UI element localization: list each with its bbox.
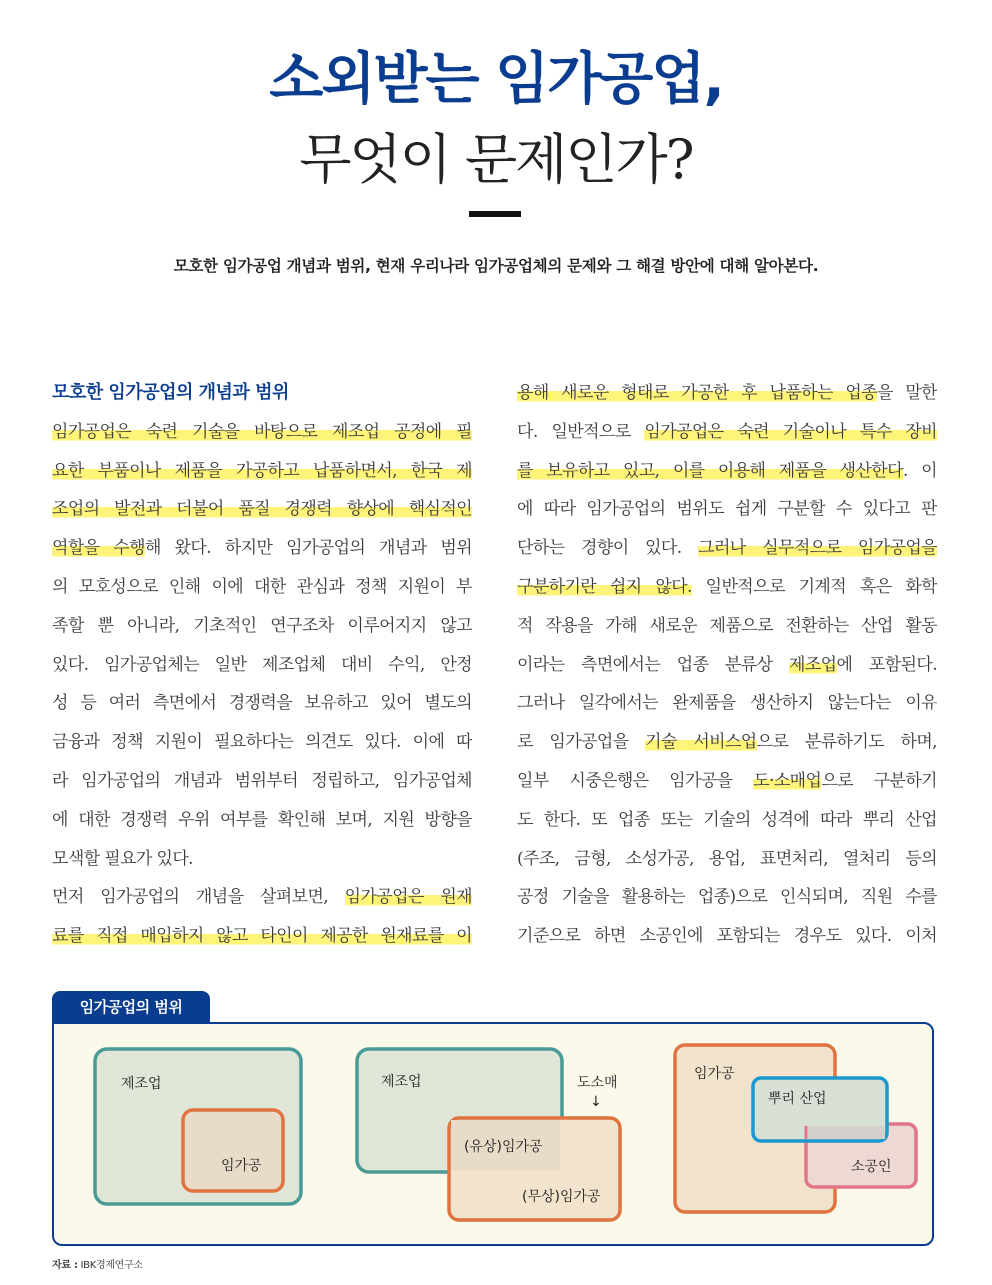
body-text: 기준으로 하면 소공인에 포함되는 경우도 있다. 이처 [517, 926, 937, 947]
scope-diagram [54, 1024, 936, 1248]
body-text: 있다. 임가공업체는 일반 제조업체 대비 수익, 안정 [52, 654, 472, 675]
text-line [517, 490, 937, 529]
text-line [52, 452, 472, 491]
figure-panel [52, 1022, 934, 1246]
left-body-text [52, 413, 472, 956]
body-text: 라 임가공업의 개념과 범위부터 정립하고, 임가공업체 [52, 770, 472, 791]
text-line [517, 413, 937, 452]
text-line [52, 529, 472, 568]
highlighted-text: 를 보유하고 있고, 이를 이용해 제품을 생산한다 [517, 460, 903, 481]
highlighted-text: 임가공업은 숙련 기술이나 특수 장비 [644, 421, 937, 442]
body-text: 로 임가공업을 [517, 732, 646, 753]
body-text: 단하는 경향이 있다. [517, 538, 699, 559]
right-text-column [517, 374, 937, 956]
highlighted-text: 임가공업은 숙련 기술을 바탕으로 제조업 공정에 필 [52, 421, 472, 442]
retail-arrow: ↓ [590, 1094, 602, 1110]
root-small-overlap [808, 1126, 885, 1139]
highlighted-text: 역할을 수행 [52, 538, 145, 559]
highlighted-text: 제조업 [789, 654, 837, 675]
text-line [52, 878, 472, 917]
manufacturing-label-1: 제조업 [121, 1076, 162, 1092]
body-text: 에 따라 임가공업의 범위도 쉽게 구분할 수 있다고 판 [517, 499, 937, 520]
highlighted-text: 도·소매업 [753, 770, 822, 791]
body-text: 금융과 정책 지원이 필요하다는 의견도 있다. 이에 따 [52, 732, 472, 753]
text-line [517, 607, 937, 646]
figure-source [52, 1256, 143, 1271]
page-subtitle: 모호한 임가공업 개념과 범위, 현재 우리나라 임가공업체의 문제와 그 해결 방안에 대해 알아본다. [173, 257, 819, 275]
text-line [517, 723, 937, 762]
body-text: 으로 분류하기도 하며, [756, 732, 937, 753]
body-text: 성 등 여러 측면에서 경쟁력을 보유하고 있어 별도의 [52, 693, 472, 714]
highlighted-text: 임가공업은 원재 [344, 887, 472, 908]
figure-title-tab: 임가공업의 범위 [52, 991, 210, 1023]
left-text-column [52, 374, 472, 956]
body-text: 다. 일반적으로 [517, 421, 645, 442]
body-text: 을 말한 [877, 383, 937, 403]
processing-label-1: 임가공 [221, 1158, 262, 1174]
body-text: 으로 구분하기 [821, 770, 937, 791]
source-label: 자료 : [52, 1260, 78, 1271]
text-line [52, 607, 472, 646]
body-text: 에 대한 경쟁력 우위 여부를 확인해 보며, 지원 방향을 [52, 809, 472, 830]
highlighted-text: 조업의 발전과 더불어 품질 경쟁력 향상에 핵심적인 [52, 499, 472, 520]
retail-label: 도소매 [577, 1075, 618, 1091]
body-text: 적 작용을 가해 새로운 제품으로 전환하는 산업 활동 [517, 615, 937, 636]
text-line [52, 801, 472, 840]
highlighted-text: 기술 서비스업 [645, 732, 757, 753]
text-line [52, 568, 472, 607]
text-line [517, 568, 937, 607]
body-text: 도 한다. 또 업종 또는 기술의 성격에 따라 뿌리 산업 [517, 809, 937, 830]
body-text: 모색할 필요가 있다. [52, 848, 193, 869]
highlighted-text: 료를 직접 매입하지 않고 타인이 제공한 원재료를 이 [52, 926, 472, 947]
text-line [517, 646, 937, 685]
section-heading: 모호한 임가공업의 개념과 범위 [52, 382, 289, 403]
body-text: 일반적으로 기계적 혹은 화학 [691, 576, 937, 597]
text-line [517, 762, 937, 801]
right-body-text [517, 374, 937, 956]
highlighted-text: 구분하기란 쉽지 않다. [517, 576, 692, 597]
manufacturing-label-2: 제조업 [381, 1074, 422, 1090]
text-line [517, 452, 937, 491]
text-line [52, 413, 472, 452]
paid-processing-label: (유상)임가공 [464, 1139, 543, 1155]
text-line [517, 917, 937, 956]
body-text: 해 왔다. 하지만 임가공업의 개념과 범위 [144, 538, 472, 559]
body-text: 족할 뿐 아니라, 기초적인 연구조차 이루어지지 않고 [52, 615, 472, 636]
highlighted-text: 그러나 실무적으로 임가공업을 [698, 538, 937, 559]
text-line [52, 490, 472, 529]
text-line [52, 646, 472, 685]
text-line [517, 840, 937, 879]
processing-box-1 [183, 1110, 283, 1191]
body-text: 에 포함된다. [836, 654, 937, 675]
small-business-label: 소공인 [851, 1159, 892, 1175]
body-text: 공정 기술을 활용하는 업종)으로 인식되며, 직원 수를 [517, 887, 937, 908]
body-text: 그러나 일각에서는 완제품을 생산하지 않는다는 이유 [517, 693, 937, 714]
text-line [517, 684, 937, 723]
page-title: 소외받는 임가공업, [269, 47, 723, 112]
page-title-secondary: 무엇이 문제인가? [299, 128, 693, 191]
body-text: 이라는 측면에서는 업종 분류상 [517, 654, 790, 675]
body-text: 먼저 임가공업의 개념을 살펴보면, [52, 887, 345, 908]
text-line [517, 878, 937, 917]
text-line [52, 762, 472, 801]
root-industry-label: 뿌리 산업 [768, 1091, 827, 1107]
body-text: 일부 시중은행은 임가공을 [517, 770, 754, 791]
title-divider [469, 211, 521, 217]
processing-label-3: 임가공 [694, 1066, 735, 1082]
text-line [517, 801, 937, 840]
text-line [52, 684, 472, 723]
unpaid-processing-label: (무상)임가공 [522, 1189, 601, 1205]
text-line [52, 723, 472, 762]
body-text: 의 모호성으로 인해 이에 대한 관심과 정책 지원이 부 [52, 576, 472, 597]
source-text: IBK경제연구소 [80, 1260, 143, 1271]
highlighted-text: 용해 새로운 형태로 가공한 후 납품하는 업종 [517, 383, 877, 403]
body-text: (주조, 금형, 소성가공, 용업, 표면처리, 열처리 등의 [517, 848, 937, 869]
text-line [52, 840, 472, 879]
highlighted-text: 요한 부품이나 제품을 가공하고 납품하면서, 한국 제 [52, 460, 472, 481]
text-line [517, 374, 937, 413]
text-line [52, 917, 472, 956]
body-text: . 이 [902, 460, 937, 481]
text-line [517, 529, 937, 568]
